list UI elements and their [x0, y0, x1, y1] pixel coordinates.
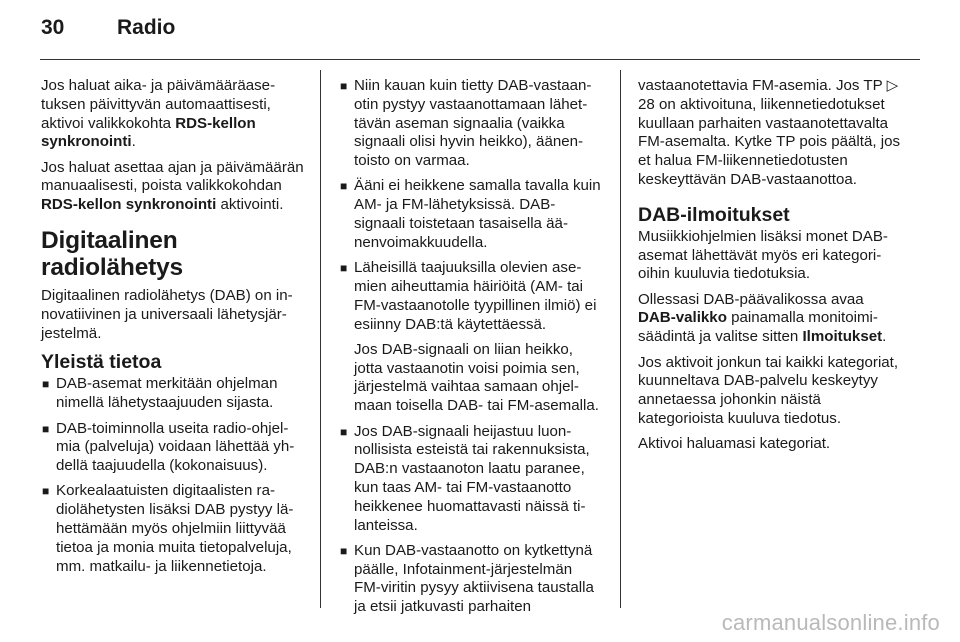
page-header [41, 16, 175, 46]
section-title: Radio [117, 16, 176, 39]
column-divider [620, 70, 621, 608]
bullet-list [339, 423, 603, 617]
bullet-icon: ■ [340, 179, 348, 194]
list-item-continuation: Jos DAB-signaali on liian heikko, jotta vastaanotin voisi poimia sen, järjestelmä vaihtaa samaan ohjelmaan toisella DAB- tai FM-asemalla. [354, 340, 599, 415]
list-item: ■ Niin kauan kuin tietty DAB-vastaanotin pystyy vastaanottamaan lähettävän aseman signaalia (vaikka signaali olisi hyvin heikko), äänentoisto on varmaa. [340, 77, 592, 170]
bullet-list [339, 77, 603, 334]
list-item: ■ Läheisillä taajuuksilla olevien asemien aiheuttamia häiriöitä (AM- tai FM-vastaanotolle tyypillinen ilmiö) ei esiinny DAB:tä käytettäessä. [340, 259, 597, 333]
bullet-icon: ■ [42, 377, 50, 392]
menu-item-ref: RDS-kellon synkronointi [41, 114, 256, 151]
heading-digital-radio: Digitaalinen radiolähetys [41, 227, 183, 282]
paragraph: Jos haluat asettaa ajan ja päivämäärän manuaalisesti, poista valikkokohdan RDS-kellon synkronointi aktivointi. [41, 158, 304, 214]
paragraph: Musiikkiohjelmien lisäksi monet DAB-asemat lähettävät myös eri kategorioihin kuuluvia tiedotuksia. [638, 227, 888, 283]
paragraph: Ollessasi DAB-päävalikossa avaa DAB-valikko painamalla monitoimisäädintä ja valitse sitten Ilmoitukset. [638, 290, 887, 346]
triangle-ref-icon: ▷ [886, 77, 899, 94]
bullet-icon: ■ [340, 543, 348, 558]
heading-dab-announcements: DAB-ilmoitukset [638, 203, 790, 226]
menu-item-ref: RDS-kellon synkronointi [41, 196, 217, 214]
column-divider [320, 70, 321, 608]
header-rule [40, 59, 920, 60]
column-left [41, 77, 307, 583]
watermark: carmanualsonline.info [721, 610, 940, 635]
paragraph: Aktivoi haluamasi kategoriat. [638, 435, 831, 453]
list-item: ■ Ääni ei heikkene samalla tavalla kuin AM- ja FM-lähetyksissä. DAB-signaali toistetaan tasaisella äänenvoimakkuudella. [340, 177, 601, 251]
list-item: ■ Kun DAB-vastaanotto on kytkettynä päälle, Infotainment-järjestelmän FM-viritin pysyy aktiivisena taustalla ja etsii jatkuvasti parhaiten [340, 541, 594, 616]
bullet-icon: ■ [42, 421, 50, 436]
paragraph: Digitaalinen radiolähetys (DAB) on innovatiivinen ja universaali lähetysjärjestelmä. [41, 287, 293, 342]
bullet-icon: ■ [340, 79, 348, 93]
bullet-list [41, 375, 307, 576]
list-item: ■ DAB-asemat merkitään ohjelman nimellä lähetystaajuuden sijasta. [42, 375, 278, 412]
bullet-icon: ■ [340, 424, 348, 439]
bullet-icon: ■ [42, 484, 50, 499]
page-number: 30 [41, 16, 65, 39]
list-item: ■ DAB-toiminnolla useita radio-ohjelmia (palveluja) voidaan lähettää yhdellä taajuudella (kokonaisuus). [42, 419, 295, 475]
column-middle [339, 77, 603, 624]
bullet-icon: ■ [340, 261, 348, 276]
list-item: ■ Jos DAB-signaali heijastuu luonnollisista esteistä tai rakennuksista, DAB:n vastaanoton laatu paranee, kun taas AM- tai FM-vastaanotto heikkenee huomattavasti näissä tilanteissa. [340, 422, 590, 534]
paragraph: Jos haluat aika- ja päivämääräasetuksen päivittyvän automaattisesti, aktivoi valikkokohta RDS-kellon synkronointi. [41, 77, 276, 151]
paragraph: Jos aktivoit jonkun tai kaikki kategoriat, kuunneltava DAB-palvelu keskeytyy annetaessa johonkin näistä kategorioista kuuluva tiedotus. [638, 353, 899, 427]
list-item: ■ Korkealaatuisten digitaalisten radiolähetysten lisäksi DAB pystyy lähettämään myös ohjelmiin liittyvää tietoa ja monia muita tietopalveluja, mm. matkailu- ja liikennetietoja. [42, 482, 294, 575]
column-right [638, 77, 904, 461]
paragraph: vastaanotettavia FM-asemia. Jos TP ▷ 28 on aktivoituna, liikennetiedotukset kuullaan parhaiten vastaanotettavalta FM-asemalta. Kytke TP pois päältä, jos et halua FM-liikennetiedotusten keskeyttävän DAB-vastaanottoa. [638, 77, 901, 188]
heading-general-info: Yleistä tietoa [41, 351, 162, 374]
menu-item-ref: DAB-valikko [638, 309, 727, 327]
menu-item-ref: Ilmoitukset [802, 328, 883, 346]
